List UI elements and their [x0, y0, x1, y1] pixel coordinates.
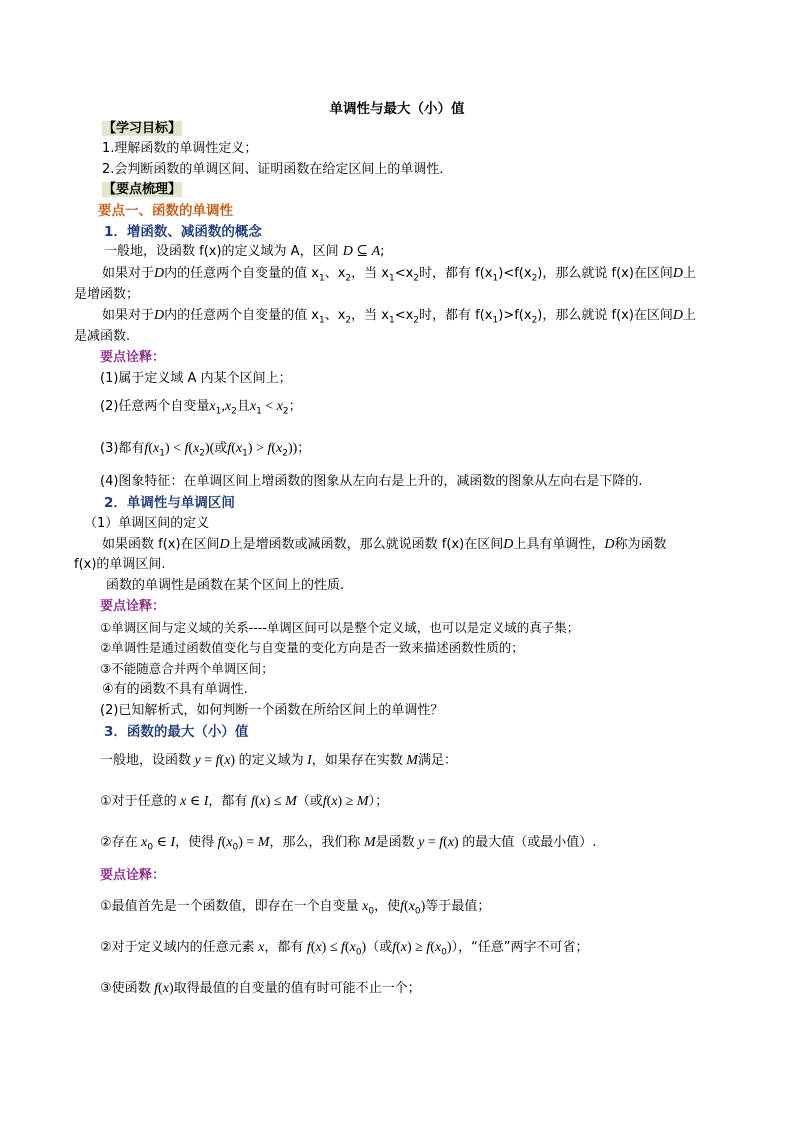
note1-2: (2)任意两个自变量$x_1,x_2$且$x_1 < x_2$； — [100, 399, 302, 417]
point1-heading: 要点一、函数的单调性 — [98, 203, 233, 219]
max-condition-1: ①对于任意的 x ∈ I，都有 f(x) ≤ M（或f(x) ≥ M）； — [100, 794, 389, 809]
note3-1: ①最值首先是一个函数值，即存在一个自变量 $x_0$，使$f(x_0)$等于最值； — [100, 899, 491, 917]
max-definition: 一般地，设函数 y = f(x) 的定义域为 I，如果存在实数 M满足： — [100, 753, 457, 768]
note1-1: (1)属于定义域 A 内某个区间上； — [100, 371, 292, 386]
note2-2: ②单调性是通过函数值变化与自变量的变化方向是否一致来描述函数性质的； — [100, 640, 524, 655]
note1-4: (4)图象特征：在单调区间上增函数的图象从左向右是上升的，减函数的图象从左向右是下降的. — [100, 474, 643, 489]
increasing-definition: 如果对于D内的任意两个自变量的值 $x_1$、$x_2$，当 $x_1<x_2$时，都有 $f(x_1)<f(x_2)$，那么就说 f(x)在区间D上 — [102, 266, 697, 284]
note-label-2: 要点诠释： — [100, 599, 166, 614]
learning-goals-heading: 【学习目标】 — [103, 121, 182, 136]
note3-2: ②对于定义域内的任意元素 x，都有 $f(x) \le f(x_0)$（或$f(x) \ge f(x_0)$），“任意”两字不可省； — [100, 940, 589, 958]
key-points-heading: 【要点梳理】 — [103, 182, 182, 197]
page-title: 单调性与最大（小）值 — [329, 101, 465, 117]
decreasing-definition: 如果对于D内的任意两个自变量的值 $x_1$、$x_2$，当 $x_1<x_2$时，都有 $f(x_1)>f(x_2)$，那么就说 f(x)在区间D上 — [102, 308, 697, 326]
note3-3: ③使函数 f(x)取得最值的自变量的值有时可能不止一个； — [100, 981, 421, 996]
note2-5: (2)已知解析式，如何判断一个函数在所给区间上的单调性？ — [100, 703, 444, 718]
sub1-heading: 1．增函数、减函数的概念 — [104, 224, 262, 240]
interval-property: 函数的单调性是函数在某个区间上的性质. — [106, 578, 345, 593]
math-D-subset-A: D — [342, 244, 353, 259]
definition-intro: 一般地，设函数 f(x)的定义域为 A，区间 D ⊆ A; — [104, 244, 385, 259]
note2-1: ①单调区间与定义域的关系----单调区间可以是整个定义域，也可以是定义域的真子集； — [100, 620, 580, 635]
max-condition-2: ②存在 $x_0$ ∈ I，使得 $f(x_0) = M$，那么，我们称 M是函数 y = f(x) 的最大值（或最小值）. — [100, 835, 597, 853]
sub3-heading: 3．函数的最大（小）值 — [104, 724, 249, 740]
goal-item-1: 1.理解函数的单调性定义； — [102, 141, 258, 156]
note-label-3: 要点诠释： — [100, 868, 166, 883]
interval-definition-tail: f(x)的单调区间. — [74, 557, 166, 572]
note2-4: ④有的函数不具有单调性. — [102, 682, 248, 697]
note1-3: (3)都有$f(x_1) < f(x_2)$(或$f(x_1) > f(x_2)$)； — [100, 441, 311, 459]
goal-item-2: 2.会判断函数的单调区间、证明函数在给定区间上的单调性． — [102, 162, 453, 177]
sub2-heading: 2．单调性与单调区间 — [104, 495, 235, 511]
sub2-1-heading: （1）单调区间的定义 — [84, 516, 210, 531]
note2-3: ③不能随意合并两个单调区间； — [100, 661, 274, 676]
decreasing-definition-tail: 是减函数. — [74, 329, 131, 344]
increasing-definition-tail: 是增函数； — [74, 287, 140, 302]
note-label-1: 要点诠释： — [100, 350, 166, 365]
interval-definition: 如果函数 f(x)在区间D上是增函数或减函数，那么就说函数 f(x)在区间D上具有单调性，D称为函数 — [102, 537, 667, 552]
